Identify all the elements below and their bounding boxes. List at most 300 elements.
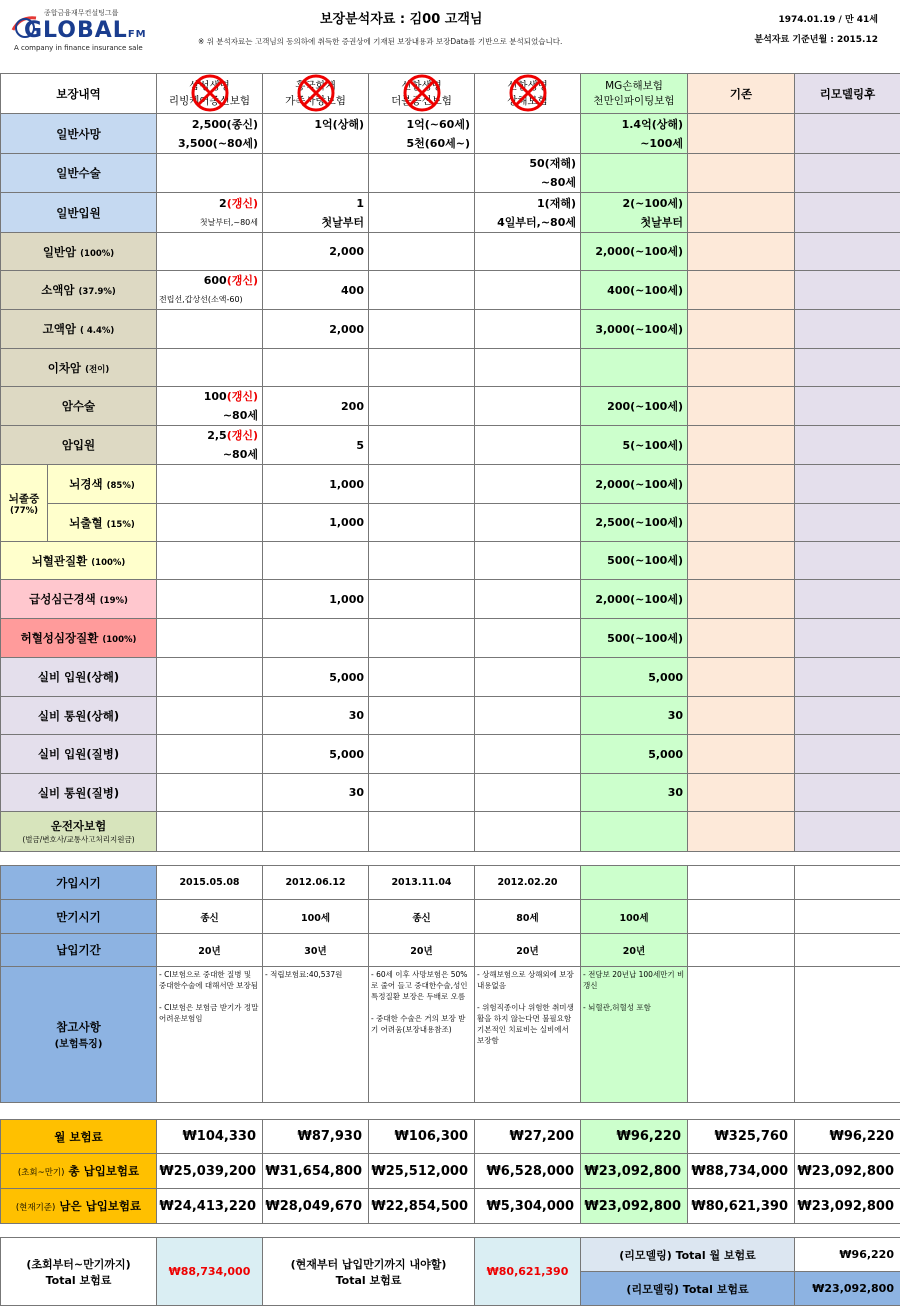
value-line: 5천(60세~) — [406, 136, 470, 150]
cell-empty — [475, 465, 581, 504]
cell-remodel — [795, 619, 900, 658]
row-medical-out-disease — [1, 774, 900, 812]
row-surgery — [1, 154, 900, 193]
cell-money: ₩106,300 — [369, 1120, 475, 1154]
cancel-cross-icon — [508, 74, 548, 113]
value-line: 1 — [356, 196, 364, 210]
row-label — [48, 504, 157, 542]
cell-value: 100세 — [581, 900, 688, 934]
cell-value: 2012.02.20 — [475, 866, 581, 900]
note-text: - 전담보 20년납 100세만기 비갱신 - 뇌혈관,허혈성 포함 — [581, 967, 688, 1103]
cell-value: 500(~100세) — [581, 542, 688, 580]
cell-empty — [795, 900, 900, 934]
row-cerebrovascular — [1, 542, 900, 580]
logo-wordmark-part1: GL — [24, 18, 58, 43]
cell-value — [263, 193, 369, 233]
cell-value: 30 — [263, 774, 369, 812]
cell-empty — [157, 580, 263, 619]
row-hospitalization — [1, 193, 900, 233]
value-line: 4일부터,~80세 — [497, 215, 576, 229]
product-3-company: 신한생명 — [401, 79, 442, 92]
cell-remodel — [795, 426, 900, 465]
cell-value — [581, 866, 688, 900]
value-text: 100 — [203, 390, 227, 403]
cell-money: ₩24,413,220 — [157, 1189, 263, 1224]
row-medical-out-injury — [1, 697, 900, 735]
cell-money: ₩23,092,800 — [795, 1154, 900, 1189]
cell-empty — [157, 154, 263, 193]
row-ischemic-heart — [1, 619, 900, 658]
cell-existing — [688, 504, 795, 542]
cell-empty — [475, 310, 581, 349]
cell-empty — [369, 542, 475, 580]
cell-empty — [263, 542, 369, 580]
label-sub: (벌금/변호사/교통사고처리지원금) — [22, 835, 135, 844]
value-line — [263, 134, 364, 153]
value-line: 1(재해) — [537, 196, 576, 210]
value-line — [157, 194, 258, 213]
header-product-2 — [263, 74, 369, 114]
note-text: - 60세 이후 사망보험은 50%로 줄어 들고 중대한수술,성인특정질환 보장은 두배로 오름 - 중대한 수술은 거의 보장 받기 어려움(보장내용참조) — [369, 967, 475, 1103]
value-text: 600 — [203, 274, 227, 287]
label-text: 총 납입보험료 — [68, 1164, 140, 1178]
cell-value: 종신 — [157, 900, 263, 934]
cell-empty — [369, 504, 475, 542]
cell-empty — [581, 812, 688, 852]
logo-fm: FM — [127, 29, 147, 40]
row-label — [1, 580, 157, 619]
cell-empty — [369, 349, 475, 387]
row-label: 일반입원 — [1, 193, 157, 233]
cell-remodel — [795, 774, 900, 812]
note-text: - 적립보험료:40,537원 — [263, 967, 369, 1103]
cell-empty — [263, 812, 369, 852]
value-line — [157, 271, 258, 290]
header-existing: 기존 — [688, 74, 795, 114]
label-text: 급성심근경색 — [29, 592, 96, 606]
cell-money: ₩28,049,670 — [263, 1189, 369, 1224]
row-remaining-premium — [1, 1189, 900, 1224]
value-line: ~80세 — [222, 448, 258, 461]
cell-value — [157, 271, 263, 310]
label-pct: (15%) — [106, 519, 135, 530]
cell-value — [475, 154, 581, 193]
label-text: 뇌졸중 — [8, 492, 40, 505]
summary-a-label — [1, 1238, 157, 1306]
cell-value: 30 — [581, 697, 688, 735]
cell-value: 30년 — [263, 934, 369, 967]
cell-value: 80세 — [475, 900, 581, 934]
cell-empty — [369, 619, 475, 658]
label-line: (현재부터 납입만기까지 내야할) — [290, 1257, 447, 1271]
summary-c-label: (리모델링) Total 월 보험료 — [581, 1238, 795, 1272]
row-cancer-surgery — [1, 387, 900, 426]
cell-remodel — [795, 504, 900, 542]
cell-remodel — [795, 387, 900, 426]
header-product-3 — [369, 74, 475, 114]
row-label: 실비 통원(질병) — [1, 774, 157, 812]
header-coverage: 보장내역 — [1, 74, 157, 114]
cell-remodel — [795, 812, 900, 852]
cell-value: 20년 — [581, 934, 688, 967]
cell-empty — [369, 310, 475, 349]
row-label — [1, 233, 157, 271]
cell-money: ₩23,092,800 — [581, 1189, 688, 1224]
cell-value: 400(~100세) — [581, 271, 688, 310]
cell-value: 2013.11.04 — [369, 866, 475, 900]
value-line: 2,500(종신) — [191, 117, 258, 131]
report-header — [0, 0, 900, 62]
cell-money: ₩325,760 — [688, 1120, 795, 1154]
cell-value: 200(~100세) — [581, 387, 688, 426]
cancel-cross-icon — [190, 74, 230, 113]
value-line: 1억(~60세) — [406, 117, 470, 131]
label-pct: (77%) — [9, 505, 39, 516]
cell-value — [263, 114, 369, 154]
cell-empty — [475, 504, 581, 542]
company-logo — [10, 6, 180, 56]
cell-money: ₩88,734,000 — [688, 1154, 795, 1189]
row-total-premium — [1, 1154, 900, 1189]
product-4-company: 신한생명 — [507, 79, 548, 92]
cell-empty — [157, 619, 263, 658]
cell-empty — [369, 697, 475, 735]
logo-tagline: A company in finance insurance sale — [14, 44, 143, 52]
cell-money: ₩25,512,000 — [369, 1154, 475, 1189]
label-pct: (100%) — [102, 635, 137, 645]
label-pre: (현재기준) — [15, 1203, 56, 1213]
cell-money: ₩6,528,000 — [475, 1154, 581, 1189]
logo-wordmark: GLOBALFM — [24, 18, 147, 43]
cell-existing — [688, 619, 795, 658]
cell-value: 5,000 — [581, 658, 688, 697]
cell-empty — [369, 774, 475, 812]
row-label: 일반사망 — [1, 114, 157, 154]
product-2-company: 흥국화재 — [295, 79, 336, 92]
cell-empty — [688, 900, 795, 934]
cell-money: ₩25,039,200 — [157, 1154, 263, 1189]
row-label — [1, 967, 157, 1103]
row-high-cancer — [1, 310, 900, 349]
label-pct: (100%) — [91, 557, 126, 568]
row-label: 월 보험료 — [1, 1120, 157, 1154]
row-label: 암수술 — [1, 387, 157, 426]
cell-existing — [688, 426, 795, 465]
cell-empty — [157, 542, 263, 580]
cell-value: 2,000 — [263, 310, 369, 349]
row-label — [1, 619, 157, 658]
cell-money: ₩80,621,390 — [688, 1189, 795, 1224]
cell-remodel — [795, 233, 900, 271]
product-1-company: 삼성생명 — [189, 79, 230, 92]
cell-money: ₩23,092,800 — [581, 1154, 688, 1189]
cell-empty — [795, 934, 900, 967]
row-label: 가입시기 — [1, 866, 157, 900]
notice-text: ※ 위 분석자료는 고객님의 동의하에 취득한 증권상에 기재된 보장내용과 보장Data를 기반으로 분석되었습니다. — [198, 37, 563, 46]
logo-wordmark-part2: BAL — [77, 18, 128, 43]
cell-empty — [369, 812, 475, 852]
cell-empty — [369, 193, 475, 233]
cell-remodel — [795, 193, 900, 233]
cell-value — [369, 114, 475, 154]
summary-table — [0, 1237, 900, 1306]
row-monthly-premium — [1, 1120, 900, 1154]
cell-existing — [688, 114, 795, 154]
stroke-group-label — [1, 465, 48, 542]
row-cancer-hospitalization — [1, 426, 900, 465]
cell-empty — [795, 967, 900, 1103]
label-pct: (19%) — [99, 596, 128, 606]
row-label — [48, 465, 157, 504]
label-text: 뇌출혈 — [69, 515, 103, 530]
cell-empty — [475, 387, 581, 426]
cell-value: 2,000(~100세) — [581, 233, 688, 271]
label-text: 일반암 — [42, 244, 77, 259]
cell-existing — [688, 580, 795, 619]
value-line: 1억(상해) — [314, 117, 364, 131]
customer-birth: 1974.01.19 / 만 41세 — [778, 15, 878, 25]
value-line: 3,500(~80세) — [178, 136, 258, 150]
cell-existing — [688, 387, 795, 426]
cell-existing — [688, 193, 795, 233]
cell-empty — [157, 310, 263, 349]
cell-value: 2,000(~100세) — [581, 580, 688, 619]
contract-info-table — [0, 865, 900, 1103]
label-text: 뇌혈관질환 — [31, 553, 88, 568]
cell-existing — [688, 774, 795, 812]
cell-remodel — [795, 114, 900, 154]
value-line: 첫날부터 — [321, 215, 364, 229]
cell-empty — [157, 349, 263, 387]
cell-value: 1,000 — [263, 580, 369, 619]
cell-empty — [475, 580, 581, 619]
cell-value: 30 — [581, 774, 688, 812]
cell-empty — [157, 697, 263, 735]
product-1-name: 리빙케어종신보험 — [168, 94, 251, 107]
cell-remodel — [795, 349, 900, 387]
cell-existing — [688, 658, 795, 697]
cell-empty — [369, 426, 475, 465]
cell-empty — [263, 349, 369, 387]
value-line: 2(~100세) — [622, 196, 683, 210]
cell-existing — [688, 310, 795, 349]
value-text: 2,5 — [207, 429, 227, 442]
cell-value: 3,000(~100세) — [581, 310, 688, 349]
cell-existing — [688, 542, 795, 580]
product-5-name: 천만인파이팅보험 — [593, 94, 675, 107]
cell-value — [581, 193, 688, 233]
cell-empty — [475, 812, 581, 852]
row-secondary-cancer — [1, 349, 900, 387]
cell-value: 2,500(~100세) — [581, 504, 688, 542]
value-note: 전립선,갑상선(소액-60) — [159, 295, 243, 304]
cell-existing — [688, 154, 795, 193]
label-pre: (초회~만기) — [17, 1168, 65, 1178]
label-pct: (전이) — [85, 364, 110, 375]
cell-value: 20년 — [157, 934, 263, 967]
cell-empty — [157, 735, 263, 774]
cell-remodel — [795, 271, 900, 310]
cell-remodel — [795, 310, 900, 349]
value-line: 50(재해) — [529, 157, 576, 170]
label-text: 뇌경색 — [69, 477, 103, 491]
row-cerebral-hemorrhage — [1, 504, 900, 542]
row-driver-insurance — [1, 812, 900, 852]
page-title: 보장분석자료 : 김00 고객님 — [320, 12, 483, 27]
value-line: 첫날부터 — [640, 215, 683, 229]
cell-existing — [688, 812, 795, 852]
cell-empty — [581, 349, 688, 387]
cell-money: ₩96,220 — [581, 1120, 688, 1154]
row-label — [1, 542, 157, 580]
cell-value: 5(~100세) — [581, 426, 688, 465]
cell-value: 5,000 — [581, 735, 688, 774]
row-label: 실비 입원(질병) — [1, 735, 157, 774]
cell-empty — [475, 271, 581, 310]
cell-empty — [475, 735, 581, 774]
cell-value: 종신 — [369, 900, 475, 934]
row-label: 암입원 — [1, 426, 157, 465]
cell-empty — [475, 114, 581, 154]
summary-d-value: ₩23,092,800 — [795, 1272, 900, 1306]
cell-remodel — [795, 154, 900, 193]
label-text: 운전자보험 — [50, 819, 107, 833]
summary-b-label — [263, 1238, 475, 1306]
row-small-cancer — [1, 271, 900, 310]
label-pct: (100%) — [80, 248, 115, 259]
row-label: 실비 입원(상해) — [1, 658, 157, 697]
cell-existing — [688, 271, 795, 310]
premium-table — [0, 1119, 900, 1224]
row-label: 실비 통원(상해) — [1, 697, 157, 735]
cell-empty — [369, 658, 475, 697]
value-line: ~100세 — [640, 136, 683, 150]
label-line: Total 보험료 — [335, 1273, 402, 1287]
cell-empty — [369, 154, 475, 193]
note-text: - CI보험으로 중대한 질병 및 중대한수술에 대해서만 보장됨 - CI보험은 보험금 받기가 정말 어려운보험임 — [157, 967, 263, 1103]
cell-value: 200 — [263, 387, 369, 426]
value-note: 첫날부터,~80세 — [199, 217, 258, 227]
cell-empty — [795, 866, 900, 900]
row-label — [1, 1154, 157, 1189]
cancel-cross-icon — [402, 74, 442, 113]
cell-value: 1,000 — [263, 465, 369, 504]
cell-empty — [475, 426, 581, 465]
cell-existing — [688, 233, 795, 271]
product-5-company: MG손해보험 — [605, 79, 663, 92]
header-remodel: 리모델링후 — [795, 74, 900, 114]
cell-value: 20년 — [475, 934, 581, 967]
analysis-basis-date: 분석자료 기준년월 : 2015.12 — [754, 35, 878, 45]
cell-empty — [157, 774, 263, 812]
summary-b-value: ₩80,621,390 — [475, 1238, 581, 1306]
row-death — [1, 114, 900, 154]
cell-empty — [688, 934, 795, 967]
cell-remodel — [795, 697, 900, 735]
summary-d-label: (리모델링) Total 보험료 — [581, 1272, 795, 1306]
cell-empty — [369, 580, 475, 619]
cell-value — [581, 114, 688, 154]
cell-empty — [475, 233, 581, 271]
cell-money: ₩104,330 — [157, 1120, 263, 1154]
product-4-name: 상해보험 — [507, 94, 548, 107]
note-text: - 상해보험으로 상해외에 보장내용없음 - 위험직종이나 위험한 취미생활을 하지 않는다면 불필요함 기본적인 치료비는 실비에서 보장함 — [475, 967, 581, 1103]
label-text: 남은 납입보험료 — [59, 1199, 142, 1213]
value-line: 1.4억(상해) — [621, 117, 683, 131]
cell-value: 20년 — [369, 934, 475, 967]
cell-value — [157, 114, 263, 154]
header-product-1 — [157, 74, 263, 114]
cell-money: ₩96,220 — [795, 1120, 900, 1154]
cell-existing — [688, 697, 795, 735]
cell-empty — [157, 504, 263, 542]
cell-empty — [263, 154, 369, 193]
cell-value: 100세 — [263, 900, 369, 934]
cell-money: ₩23,092,800 — [795, 1189, 900, 1224]
row-pay-period — [1, 934, 900, 967]
label-text: 참고사항 — [56, 1020, 101, 1034]
cell-empty — [157, 658, 263, 697]
cell-empty — [369, 735, 475, 774]
cell-value: 2,000 — [263, 233, 369, 271]
row-join-date — [1, 866, 900, 900]
cell-value: 5,000 — [263, 658, 369, 697]
label-pct: (37.9%) — [78, 287, 116, 297]
row-label: 만기시기 — [1, 900, 157, 934]
row-notes — [1, 967, 900, 1103]
cell-empty — [369, 233, 475, 271]
value-line — [157, 426, 258, 445]
cell-empty — [688, 866, 795, 900]
cell-value: 400 — [263, 271, 369, 310]
cell-empty — [688, 967, 795, 1103]
label-pct: ( 4.4%) — [80, 326, 115, 336]
cell-money: ₩87,930 — [263, 1120, 369, 1154]
row-maturity — [1, 900, 900, 934]
label-pct: (85%) — [106, 481, 135, 491]
cell-value: 2,000(~100세) — [581, 465, 688, 504]
cell-remodel — [795, 580, 900, 619]
renewal-tag: (갱신) — [226, 390, 258, 403]
cell-empty — [475, 774, 581, 812]
cell-remodel — [795, 735, 900, 774]
cell-value: 1,000 — [263, 504, 369, 542]
cell-value — [157, 426, 263, 465]
header-product-4 — [475, 74, 581, 114]
row-medical-hosp-injury — [1, 658, 900, 697]
row-cancer — [1, 233, 900, 271]
cell-money: ₩27,200 — [475, 1120, 581, 1154]
label-line: (초회부터~만기까지) — [26, 1257, 131, 1271]
summary-row-1 — [1, 1238, 900, 1272]
cell-empty — [263, 619, 369, 658]
row-label — [1, 349, 157, 387]
cell-empty — [475, 349, 581, 387]
label-text: 허혈성심장질환 — [20, 631, 99, 645]
summary-a-value: ₩88,734,000 — [157, 1238, 263, 1306]
cell-empty — [581, 154, 688, 193]
cell-value — [157, 387, 263, 426]
value-text: 2 — [219, 196, 227, 210]
cell-empty — [475, 658, 581, 697]
row-label: 일반수술 — [1, 154, 157, 193]
cell-remodel — [795, 542, 900, 580]
cell-value: 30 — [263, 697, 369, 735]
cell-empty — [369, 271, 475, 310]
row-label — [1, 812, 157, 852]
cell-value: 5,000 — [263, 735, 369, 774]
label-sub: (보험특징) — [54, 1039, 103, 1050]
